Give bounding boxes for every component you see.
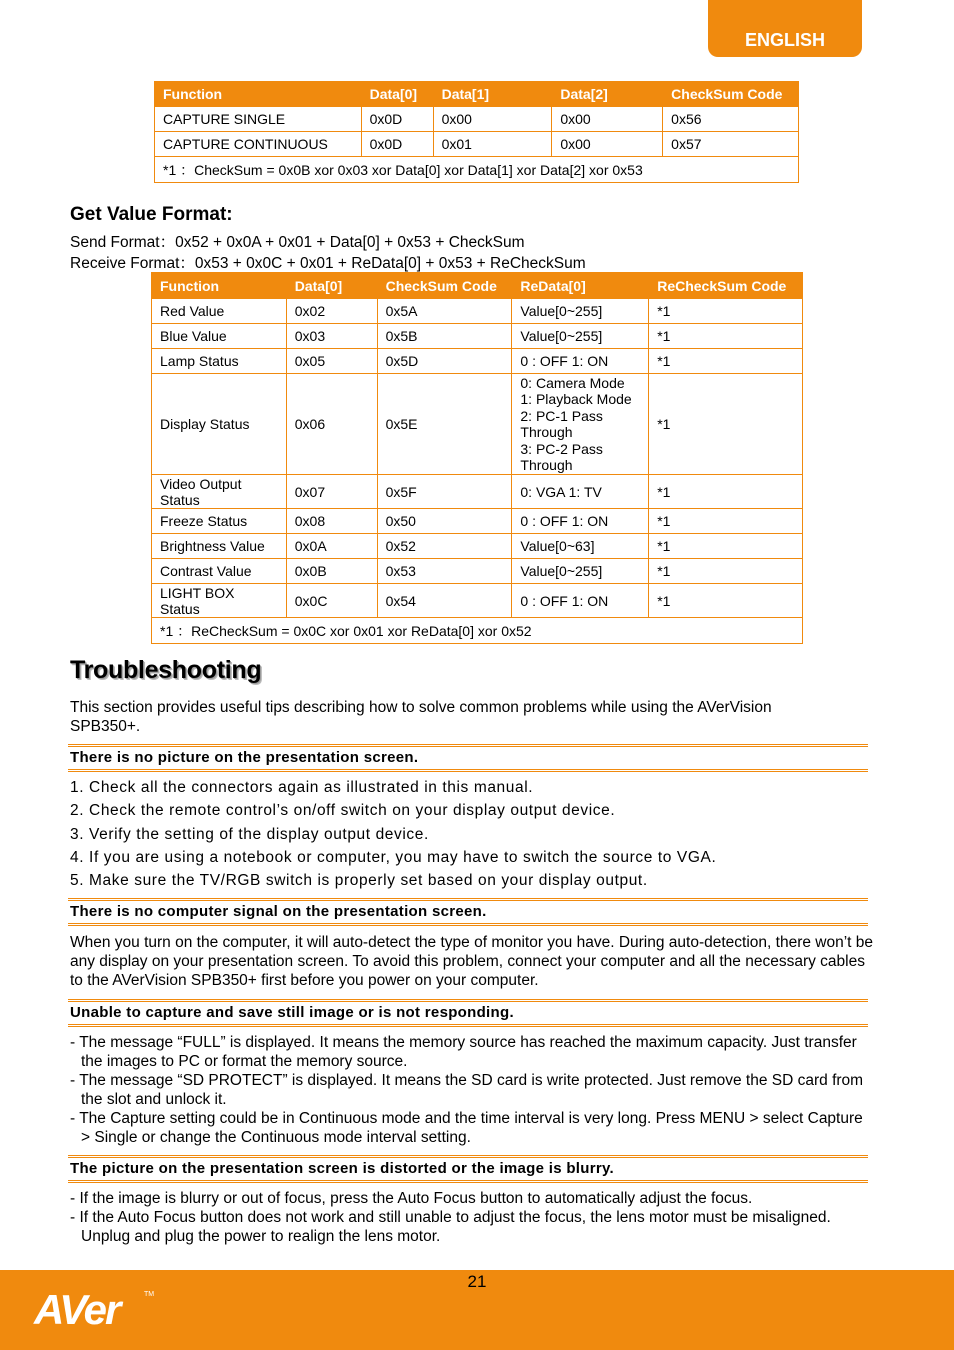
table-cell: *1 [649,584,803,618]
list-item: 4. If you are using a notebook or computer, you may have to switch the source to VGA. [70,848,717,866]
table-cell: 0x56 [663,107,799,132]
table-cell: *1 [649,509,803,534]
table-header-cell: ReCheckSum Code [649,273,803,299]
table-header-cell: Data[0] [361,82,433,107]
table-cell: Value[0~255] [512,324,649,349]
table-cell: 0x01 [433,132,552,157]
table-header-cell: ReData[0] [512,273,649,299]
table-cell: Value[0~255] [512,559,649,584]
table-cell: CAPTURE CONTINUOUS [155,132,362,157]
table-cell: 0x08 [286,509,377,534]
table-cell: *1 [649,299,803,324]
table-cell: CAPTURE SINGLE [155,107,362,132]
table-cell: 0x50 [377,509,512,534]
section-title-no-signal: There is no computer signal on the presentation screen. [68,898,868,926]
table-cell: LIGHT BOX Status [152,584,287,618]
table-cell: 0: VGA 1: TV [512,475,649,509]
table-cell: 0x5D [377,349,512,374]
troubleshooting-intro: This section provides useful tips describing how to solve common problems while using the AVerVision SPB350+. [70,699,772,735]
table-cell: Blue Value [152,324,287,349]
get-value-table [151,272,803,644]
table-row [152,559,803,584]
checksum-note: *1 ：CheckSum = 0x0B xor 0x03 xor Data[0] xor Data[1] xor Data[2] xor 0x53 [155,157,799,183]
table-header-cell: Function [155,82,362,107]
table-note-row [152,618,803,644]
table-cell: Value[0~63] [512,534,649,559]
rechecksum-note: *1 ：ReCheckSum = 0x0C xor 0x01 xor ReData[0] xor 0x52 [152,618,803,644]
table-header-cell: CheckSum Code [663,82,799,107]
receive-format-text: Receive Format：0x53 + 0x0C + 0x01 + ReData[0] + 0x53 + ReCheckSum [70,255,586,272]
table-cell: 0x5F [377,475,512,509]
list-item: 1. Check all the connectors again as illustrated in this manual. [70,779,534,796]
language-tab: ENGLISH [708,0,862,57]
table-cell: *1 [649,324,803,349]
table-row [152,509,803,534]
page-number: 21 [467,1272,487,1291]
table-cell: *1 [649,349,803,374]
blurry-tips [70,1189,870,1246]
table-cell: 0x0D [361,107,433,132]
aver-logo-mark [32,1282,162,1332]
table-cell: Red Value [152,299,287,324]
send-format-text: Send Format：0x52 + 0x0A + 0x01 + Data[0] + 0x53 + CheckSum [70,234,525,251]
list-item: - The message “FULL” is displayed. It means the memory source has reached the maximum capacity. Just transfer the images to PC or format the memory source. [70,1034,857,1070]
table-cell: 0x0C [286,584,377,618]
table-header-cell: Data[2] [552,82,663,107]
table-cell: Lamp Status [152,349,287,374]
table-cell: 0x0A [286,534,377,559]
list-item: - If the Auto Focus button does not work and still unable to adjust the focus, the lens motor must be misaligned. Unplug and plug the power to realign the lens motor. [70,1209,831,1245]
table-cell: *1 [649,559,803,584]
table-header-row [155,82,799,107]
get-value-heading: Get Value Format: [70,204,233,225]
table-cell: Video Output Status [152,475,287,509]
table-cell: 0x00 [552,107,663,132]
list-item: 3. Verify the setting of the display output device. [70,825,429,843]
no-signal-text: When you turn on the computer, it will auto-detect the type of monitor you have. During auto-detection, there won’t be any display on your presentation screen. To avoid this problem, connect your computer and all the necessary cables to the AVerVision SPB350+ first before you power on your computer. [70,934,874,989]
table-row [152,534,803,559]
aver-logo [32,1282,162,1337]
section-title-capture: Unable to capture and save still image or is not responding. [68,999,868,1027]
list-item: - The Capture setting could be in Continuous mode and the time interval is very long. Press MENU > select Capture > Single or change the Continuous mode interval setting. [70,1110,863,1146]
table-cell: *1 [649,374,803,475]
table-cell: 0x57 [663,132,799,157]
table-cell: Value[0~255] [512,299,649,324]
table-row [152,374,803,475]
troubleshooting-heading: Troubleshooting [70,656,262,684]
table-cell: 0 : OFF 1: ON [512,349,649,374]
table-cell: 0x00 [433,107,552,132]
table-header-cell: Data[0] [286,273,377,299]
table-note-row [155,157,799,183]
table-cell: Display Status [152,374,287,475]
table-cell: 0x0D [361,132,433,157]
table-cell: 0x0B [286,559,377,584]
table-cell: 0 : OFF 1: ON [512,509,649,534]
table-cell: 0: Camera Mode 1: Playback Mode 2: PC-1 Pass Through 3: PC-2 Pass Through [512,374,649,475]
list-item: - If the image is blurry or out of focus, press the Auto Focus button to automatically adjust the focus. [70,1190,753,1207]
table-cell: 0x5B [377,324,512,349]
table-cell: 0x06 [286,374,377,475]
table-cell: 0x52 [377,534,512,559]
table-cell: 0x03 [286,324,377,349]
table-cell: Freeze Status [152,509,287,534]
list-item: 5. Make sure the TV/RGB switch is properly set based on your display output. [70,872,648,890]
table-cell: 0x5A [377,299,512,324]
table-row [152,349,803,374]
table-cell: 0x07 [286,475,377,509]
table-cell: 0x5E [377,374,512,475]
table-cell: *1 [649,475,803,509]
table-header-cell: Function [152,273,287,299]
table-cell: 0x02 [286,299,377,324]
no-picture-steps [70,776,716,892]
trademark-mark: TM [144,1291,155,1298]
capture-tips [70,1033,870,1147]
table-cell: 0x00 [552,132,663,157]
table-cell: *1 [649,534,803,559]
table-row [152,475,803,509]
table-cell: 0x05 [286,349,377,374]
list-item: 2. Check the remote control’s on/off switch on your display output device. [70,802,616,820]
table-cell: Contrast Value [152,559,287,584]
table-header-cell: Data[1] [433,82,552,107]
section-title-blurry: The picture on the presentation screen is distorted or the image is blurry. [68,1155,868,1183]
table-cell: 0 : OFF 1: ON [512,584,649,618]
logo-text: AVer [34,1286,120,1332]
table-cell: Brightness Value [152,534,287,559]
table-header-cell: CheckSum Code [377,273,512,299]
table-row [155,132,799,157]
table-row [152,299,803,324]
table-row [152,324,803,349]
capture-command-table [154,81,799,183]
table-row [152,584,803,618]
table-cell: 0x53 [377,559,512,584]
table-row [155,107,799,132]
table-header-row [152,273,803,299]
section-title-no-picture: There is no picture on the presentation screen. [68,744,868,772]
table-cell: 0x54 [377,584,512,618]
list-item: - The message “SD PROTECT” is displayed. It means the SD card is write protected. Just remove the SD card from the slot and unlock it. [70,1072,864,1108]
